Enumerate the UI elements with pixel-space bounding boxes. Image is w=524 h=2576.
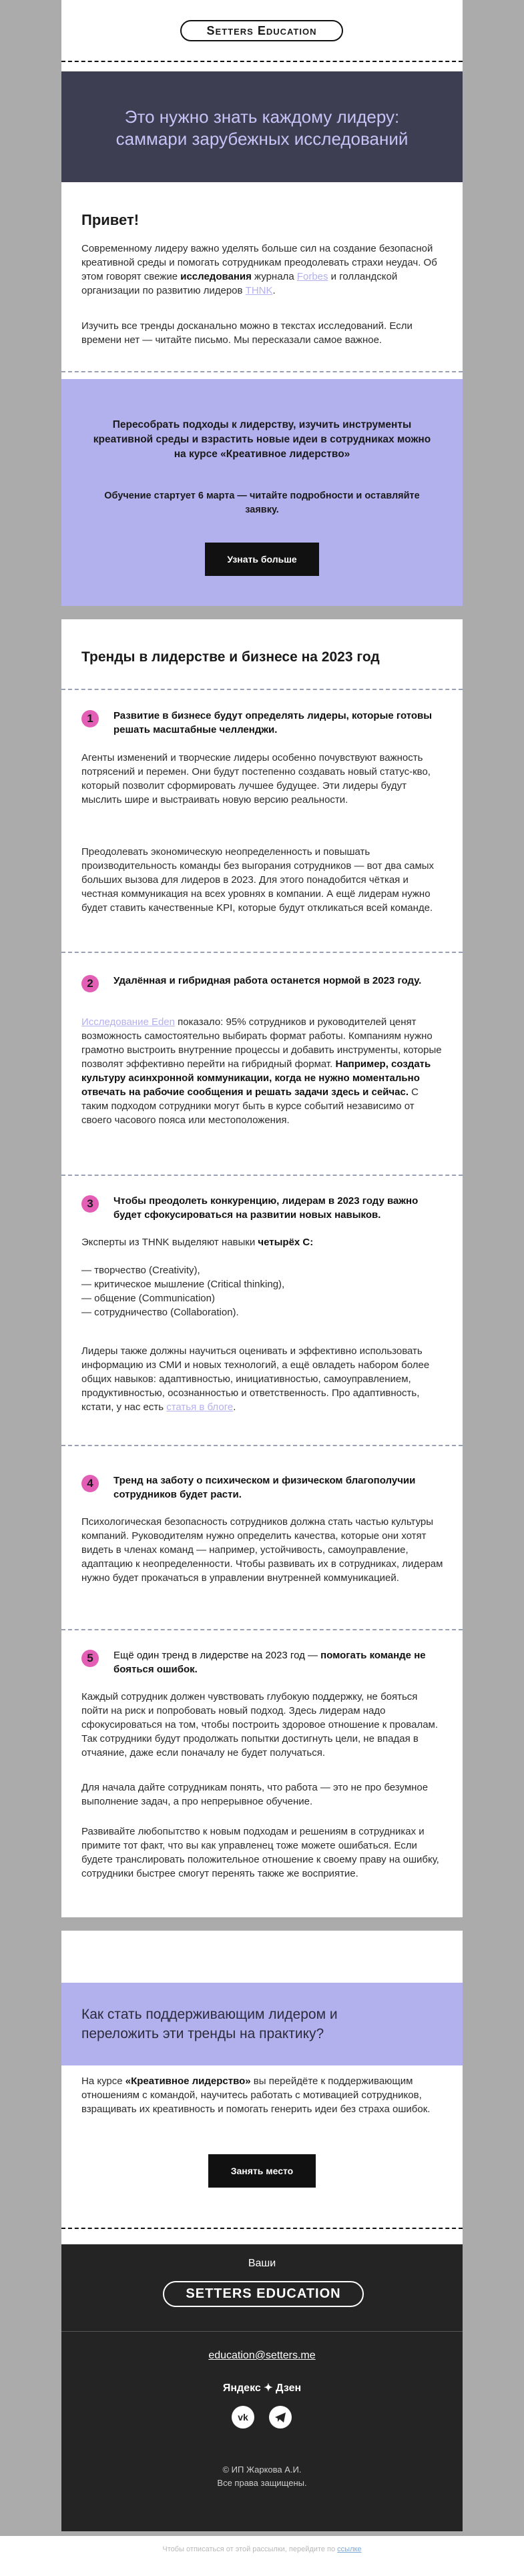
text: Чтобы отписаться от этой рассылки, перейдите по — [162, 2545, 338, 2553]
trend-3-intro — [81, 1235, 445, 1249]
header-logo[interactable] — [180, 20, 343, 41]
text: вы перейдёте к поддерживающим отношениям с командой, научитесь работать с мотивацией сотрудников, взращивать их креативность и помогать генерить идеи без страха ошибок. — [81, 2075, 431, 2115]
hero — [61, 65, 463, 182]
rights-reserved: Все права защищены. — [217, 2478, 307, 2488]
trend-number-badge: 2 — [81, 975, 99, 992]
text: С таким подходом сотрудники могут быть в курсе событий независимо от своего часового пояса или местоположения. — [81, 1086, 419, 1126]
trend-4-title: Тренд на заботу о психическом и физическом благополучии сотрудников будет расти. — [113, 1475, 416, 1500]
header-logo-text: Setters Education — [206, 24, 317, 37]
trend-1-paragraph-2: Преодолевать экономическую неопределенность и повышать производительность команды без выгорания сотрудников — вот два самых больших вызова для лидеров в 2023. Для этого понадобится чёткая и честная коммуникация на всех уровнях в компании. А ещё лидерам нужно будет ставить качественные KPI, которые будут откликаться всей команде. — [81, 846, 435, 914]
text: . — [272, 285, 276, 296]
cta-banner — [61, 1983, 463, 2065]
text: Эксперты из THNK выделяют навыки — [81, 1237, 258, 1248]
cta-title: Как стать поддерживающим лидером и переложить эти тренды на практику? — [81, 2007, 338, 2041]
divider — [61, 1175, 463, 1176]
greeting-paragraph-2: Изучить все тренды досканально можно в текстах исследований. Если времени нет — читайте письмо. Мы пересказали самое важное. — [81, 320, 413, 346]
text-bold: исследования — [180, 271, 252, 282]
text: Лидеры также должны научиться оценивать и эффективно использовать информацию из СМИ и новых технологий, а ещё овладеть набором более общих навыков: адаптивностью, инициативностью, самоуправлением, продуктивностью, осознанностью и ответственность. Про адаптивность, кстати, у нас есть — [81, 1345, 430, 1413]
footer-yours: Ваши — [248, 2258, 276, 2269]
thnk-link[interactable]: THNK — [245, 285, 273, 296]
trend-number-badge: 4 — [81, 1475, 99, 1492]
telegram-icon[interactable] — [269, 2406, 292, 2429]
footer-logo[interactable] — [163, 2281, 364, 2307]
greeting-section — [61, 182, 463, 379]
trend-5-paragraph-3: Развивайте любопытство к новым подходам и решениям в сотрудниках и примите тот факт, что вы как управленец тоже можете ошибаться. Если будете транслировать положительное отношение к своему праву на ошибку, сотрудники быстрее смогут перенять также же восприятие. — [81, 1826, 439, 1879]
trend-1-title: Развитие в бизнесе будут определять лидеры, которые готовы решать масштабные челленджи. — [113, 710, 433, 735]
unsubscribe-link[interactable]: ссылке — [337, 2545, 362, 2553]
greeting-paragraph-1 — [81, 242, 445, 298]
trend-5-paragraph-1: Каждый сотрудник должен чувствовать глубокую поддержку, не бояться пойти на риск и попробовать новый подход. Здесь лидерам надо сфокусироваться на том, чтобы построить здоровое отношение к провалам. Так сотрудники будут продолжать попытки достигнуть цели, не впадая в отчаяние, даже если поначалу не будет получаться. — [81, 1691, 439, 1758]
trend-5-title — [113, 1648, 444, 1676]
divider — [61, 2228, 463, 2229]
text-bold: помогать команде не бояться ошибок. — [113, 1650, 426, 1675]
skills-list — [81, 1263, 445, 1319]
text: На курсе — [81, 2075, 125, 2087]
text: Современному лидеру важно уделять больше сил на создание безопасной креативной среды и помогать сотрудникам преодолевать страхи неудач. Об этом говорят свежие — [81, 243, 437, 282]
list-item: — сотрудничество (Collaboration). — [81, 1307, 239, 1318]
vk-icon[interactable] — [232, 2406, 254, 2429]
text: и голландской организации по развитию лидеров — [81, 271, 398, 296]
trends-section — [61, 619, 463, 1917]
list-item: — общение (Communication) — [81, 1293, 215, 1304]
yandex-zen-link[interactable]: Яндекс ✦ Дзен — [222, 2382, 302, 2394]
text-bold: «Креативное лидерство» — [125, 2075, 251, 2087]
divider — [61, 1445, 463, 1446]
cta-text — [81, 2074, 445, 2116]
hero-title: Это нужно знать каждому лидеру: саммари зарубежных исследований — [115, 107, 409, 149]
footer-email-link[interactable]: education@setters.me — [208, 2350, 316, 2361]
eden-research-link[interactable]: Исследование Eden — [81, 1016, 175, 1028]
trend-number-badge: 1 — [81, 710, 99, 727]
divider — [61, 1629, 463, 1630]
promo-text-2: Обучение стартует 6 марта — читайте подробности и оставляйте заявку. — [104, 491, 420, 515]
cta-section — [61, 1931, 463, 2244]
vk-icon-label: vk — [238, 2412, 248, 2423]
promo-section — [61, 379, 463, 606]
forbes-link[interactable]: Forbes — [296, 271, 328, 282]
greeting-title: Привет! — [81, 212, 140, 228]
trend-number-badge: 3 — [81, 1195, 99, 1213]
book-seat-button[interactable]: Занять место — [208, 2154, 316, 2188]
list-item: — творчество (Creativity), — [81, 1265, 200, 1276]
footer-logo-text: SETTERS EDUCATION — [186, 2286, 341, 2301]
hero-banner — [61, 71, 463, 182]
text-bold: Например, создать культуру асинхронной коммуникации, когда не нужно моментально отвечать на рабочие сообщения и решать задачи здесь и сейчас. — [81, 1058, 431, 1098]
learn-more-button[interactable]: Узнать больше — [205, 543, 319, 576]
trend-2-title: Удалённая и гибридная работа останется нормой в 2023 году. — [113, 975, 422, 986]
copyright: © ИП Жаркова А.И. — [222, 2465, 302, 2475]
divider — [61, 689, 463, 690]
text: Ещё один тренд в лидерстве на 2023 год — — [113, 1650, 321, 1661]
blog-article-link[interactable]: статья в блоге — [166, 1401, 234, 1413]
divider — [61, 371, 463, 372]
trend-5-paragraph-2: Для начала дайте сотрудникам понять, что работа — это не про безумное выполнение задач, а про непрерывное обучение. — [81, 1782, 429, 1807]
promo-text-1: Пересобрать подходы к лидерству, изучить инструменты креативной среды и взрастить новые идеи в сотрудниках можно на курсе «Креативное лидерство» — [93, 419, 431, 460]
text: . — [233, 1401, 236, 1413]
divider — [61, 2331, 463, 2332]
trend-3-paragraph-2 — [81, 1344, 445, 1414]
trends-heading: Тренды в лидерстве и бизнесе на 2023 год — [81, 649, 380, 665]
list-item: — критическое мышление (Critical thinking), — [81, 1279, 285, 1290]
divider — [61, 952, 463, 953]
text: показало: 95% сотрудников и руководителей ценят возможность самостоятельно выбирать формат работы. Компаниям нужно грамотно выстроить внутренние процессы и добавить инструменты, которые позволят эффективно перейти на гибридный формат. — [81, 1016, 442, 1070]
header — [61, 0, 463, 65]
text: журнала — [251, 271, 297, 282]
footer — [61, 2244, 463, 2531]
divider — [61, 61, 463, 62]
trend-2-paragraph — [81, 1015, 445, 1127]
unsubscribe-bar — [0, 2536, 524, 2576]
trend-3-title: Чтобы преодолеть конкуренцию, лидерам в 2023 году важно будет сфокусироваться на развитии новых навыков. — [113, 1195, 419, 1221]
unsubscribe-text — [0, 2545, 524, 2553]
telegram-plane-icon — [269, 2406, 292, 2429]
trend-4-paragraph: Психологическая безопасность сотрудников должна стать частью культуры компаний. Руководителям нужно определить качества, которые они хотят видеть в членах команд — например, устойчивость, самоуправление, адаптацию к неопределенности. Чтобы развивать их в сотрудниках, лидерам нужно будет прокачаться в управлении внутренней коммуникацией. — [81, 1516, 443, 1584]
text-bold: четырёх С: — [258, 1237, 314, 1248]
trend-1-paragraph-1: Агенты изменений и творческие лидеры особенно почувствуют важность потрясений и перемен. Они будут постепенно создавать новый статус-кво, который позволит сформировать лучшее будущее. Эти лидеры будут мыслить шире и выстраивать новую версию реальности. — [81, 752, 431, 806]
trend-number-badge: 5 — [81, 1650, 99, 1667]
